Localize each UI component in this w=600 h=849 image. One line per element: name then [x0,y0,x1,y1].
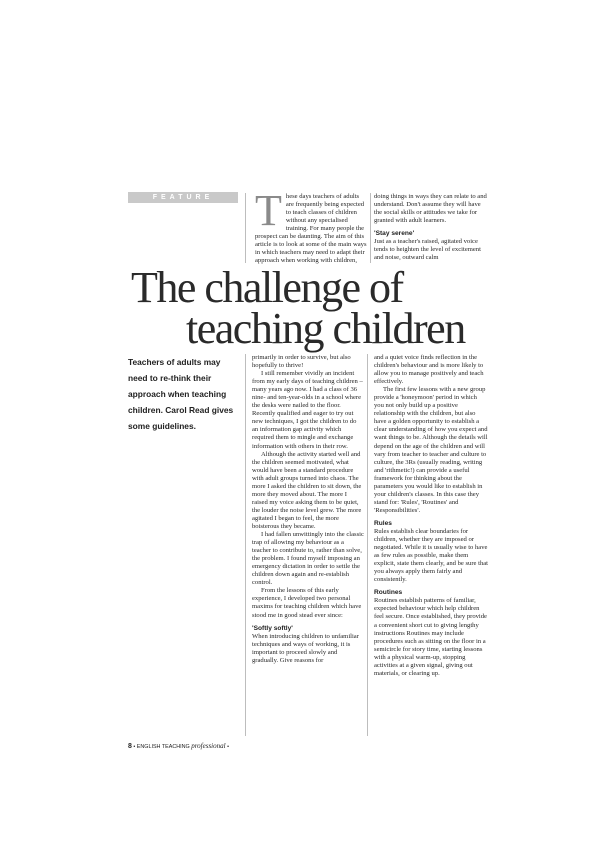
article-title-line-2: teaching children [186,304,465,353]
column-divider [370,193,371,263]
intro-column [255,186,368,265]
paragraph: The first few lessons with a new group provide a 'honeymoon' period in which you not only build up a positive relationship with the children, but also have a golden opportunity to establish a clear understanding of how you expect and want things to be. Although the details will depend on the age of the children and will vary from teacher to teacher and culture to culture, the 3Rs (usually reading, writing and 'rithmetic!) can provide a useful framework for thinking about the parameters you would like to establish in your children's classes. In this case they stand for: 'Rules', 'Routines' and 'Responsibilities'. [374,386,488,514]
standfirst [128,354,242,434]
column-divider [367,354,368,736]
paragraph: I had fallen unwittingly into the classic trap of allowing my behaviour as a teacher to contribute to, rather than solve, the problem. I found myself imposing an emergency dictation in order to settle the children down again and re-establish control. [252,531,364,587]
paragraph: When introducing children to unfamiliar techniques and ways of working, it is important to proceed slowly and gradually. Give reasons for [252,632,359,664]
page-footer [128,742,229,750]
standfirst-tail: gives some guidelines. [128,405,234,431]
subheading-rules: Rules [374,519,392,527]
author-name: Carol Read [165,405,210,415]
subheading-softly-softly: 'Softly softly' [252,624,293,632]
footer-separator: • [225,744,229,750]
paragraph: primarily in order to survive, but also hopefully to thrive! [252,354,351,370]
paragraph: From the lessons of this early experience, I developed two personal maxims for teaching children which have stood me in good stead ever since: [252,587,362,619]
feature-label: FEATURE [128,192,238,203]
paragraph: Although the activity started well and the children seemed motivated, what would have been a standard procedure with adult groups turned into chaos. The more I asked the children to sit down, the more they moved about. The more I raised my voice asking them to be quiet, the louder the noise level grew. The more agitated I began to feel, the more boisterous they became. [252,450,362,530]
drop-cap: T [255,186,282,235]
magazine-name: professional [191,742,226,750]
intro-text: hese days teachers of adults are frequently being expected to teach classes of children without any specialised training. For many people the prospect can be daunting. The aim of this article is to look at some of the main ways in which teachers may need to adapt their approach when working with children, [255,193,367,265]
column-divider [245,354,246,736]
subheading-routines: Routines [374,589,403,597]
paragraph: and a quiet voice finds reflection in the children's behaviour and is more likely to allow you to manage positively and teach effectively. [374,354,484,386]
paragraph: I still remember vividly an incident from my early days of teaching children – many years ago now. I had a class of 36 nine- and ten-year-olds in a school where the desks were nailed to the floor. Recently qualified and eager to try out new techniques, I got the children to do an information gap activity which required them to mingle and exchange information with others in their row. [252,370,363,450]
paragraph: Just as a teacher's raised, agitated voice tends to heighten the level of excitement and noise, outward calm [374,238,481,262]
page-number: 8 [128,743,132,750]
column-divider [245,193,246,263]
body-column-middle [252,354,364,665]
paragraph: doing things in ways they can relate to and understand. Don't assume they will have the social skills or attitudes we take for granted with adult learners. [374,193,487,225]
article-title-line-1: The challenge of [131,263,403,312]
paragraph: Routines establish patterns of familiar, expected behaviour which help children feel secure. Once established, they provide a convenient short cut to giving lengthy instructions Routines may include procedures such as sitting on the floor in a semicircle for story time, starting lessons with a physical warm-up, stopping activities at a given signal, giving out materials, or clearing up. [374,597,487,677]
footer-separator: • ENGLISH TEACHING [131,744,192,750]
body-column-right [374,354,488,678]
subheading-stay-serene: 'Stay serene' [374,230,415,238]
paragraph: Rules establish clear boundaries for children, whether they are imposed or negotiated. While it is usually wise to have as few rules as possible, make them explicit, state them clearly, and be sure that you always apply them fairly and consistently. [374,527,489,584]
intro-column-2 [374,193,488,262]
standfirst-text: Teachers of adults may need to re-think their approach when teaching children. [128,357,227,415]
